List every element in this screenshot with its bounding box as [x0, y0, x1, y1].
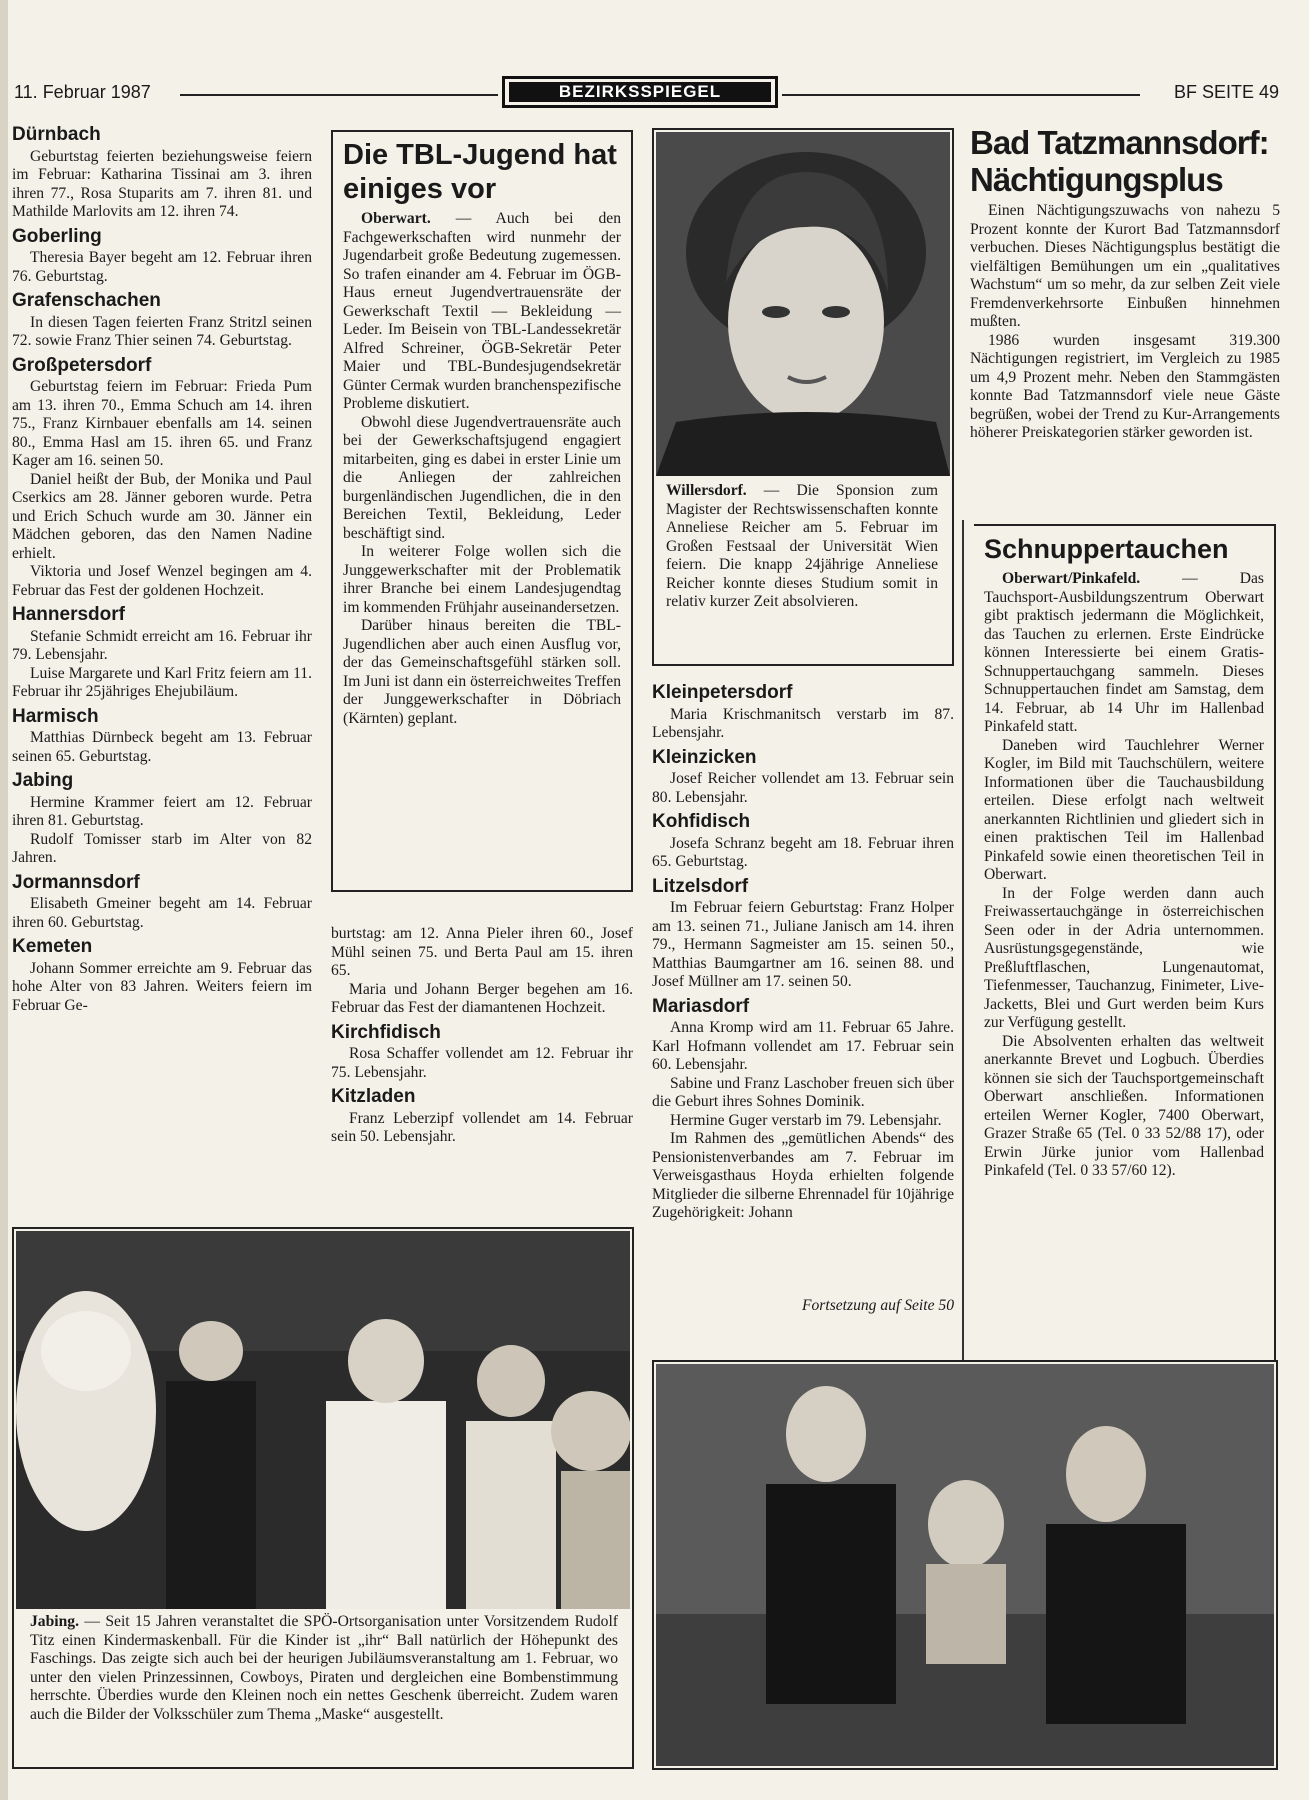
section-paragraph: Rudolf Tomisser starb im Alter von 82 Jahren.	[12, 830, 312, 866]
tbl-paragraph: In weiterer Folge wollen sich die Junggewerkschafter mit der Problematik ihrer Branche bei einem Landesjugendtag im kommenden Frühjahr auseinandersetzen.	[343, 543, 621, 616]
diving-photo-box	[652, 1360, 1278, 1770]
continued-note: Fortsetzung auf Seite 50	[801, 1297, 954, 1314]
section-heading-hannersdorf: Hannersdorf	[12, 604, 125, 625]
schnupper-body	[984, 737, 1264, 1181]
section-paragraph: Luise Margarete und Karl Fritz feiern am 11. Februar ihr 25jähriges Ehejubiläum.	[12, 664, 312, 700]
article-schnuppertauchen	[974, 524, 1276, 1360]
section-heading-kleinzicken: Kleinzicken	[652, 746, 757, 768]
schnupper-paragraph: Daneben wird Tauchlehrer Werner Kogler, im Bild mit Tauchschülern, weitere Informationen über die Tauchausbildung erteilen. Diese erfolgt nach weltweit anerkannten Richtlinien und gliedert sich in einen praktischen Teil im Hallenbad Pinkafeld sowie einen theoretischen Teil in Oberwart.	[984, 736, 1264, 883]
column-divider	[962, 520, 964, 1360]
section-paragraph: Theresia Bayer begeht am 12. Februar ihren 76. Geburtstag.	[12, 249, 312, 285]
continued-text: burtstag: am 12. Anna Pieler ihren 60., Josef Mühl seinen 75. und Berta Paul am 15. ihren 65.	[331, 925, 633, 979]
section-heading-grafenschachen: Grafenschachen	[12, 290, 161, 311]
portrait-dateline: Willersdorf.	[666, 482, 747, 499]
jabing-caption	[30, 1613, 618, 1724]
tbl-body	[343, 414, 621, 729]
section-heading-grosspetersdorf: Großpetersdorf	[12, 354, 152, 376]
section-heading-jabing: Jabing	[12, 770, 74, 791]
header-rule-left	[180, 94, 498, 96]
tatz-body	[970, 202, 1280, 443]
schnupper-lead: — Das Tauchsport-Ausbildungszentrum Oberwart gibt praktisch jedermann die Möglichkeit, das Tauchen zu erlernen. Erste Eindrücke können Interessierte bei einem Gratis-Schnuppertauchgang sammeln. Dieses Schnuppertauchen findet am Samstag, dem 14. Februar, ab 14 Uhr im Hallenbad Pinkafeld statt.	[984, 570, 1264, 735]
section-paragraph: Josefa Schranz begeht am 18. Februar ihren 65. Geburtstag.	[652, 834, 954, 870]
tbl-paragraph: Obwohl diese Jugendvertrauensräte auch bei der Gewerkschaftsjugend engagiert mitarbeiten, ging es dabei in erster Linie um die Anliegen der zahlreichen burgenländischen Jugendlichen, die in den Bereichen Textil, Bekleidung, Leder beschäftigt sind.	[343, 413, 621, 542]
section-paragraph: Rosa Schaffer vollendet am 12. Februar ihr 75. Lebensjahr.	[331, 1045, 633, 1081]
col2-sections	[331, 1021, 633, 1147]
section-heading-kemeten: Kemeten	[12, 936, 93, 957]
section-paragraph: In diesen Tagen feierten Franz Stritzl seinen 72. sowie Franz Thier seinen 74. Geburtstag.	[12, 313, 312, 349]
column-local-news-3	[652, 678, 954, 1223]
section-paragraph: Matthias Dürnbeck begeht am 13. Februar seinen 65. Geburtstag.	[12, 729, 312, 765]
section-paragraph: Viktoria und Josef Wenzel begingen am 4. Februar das Fest der goldenen Hochzeit.	[12, 563, 312, 599]
tatz-headline: Bad Tatzmannsdorf: Nächtigungsplus	[970, 124, 1269, 198]
issue-date: 11. Februar 1987	[14, 82, 151, 102]
tatz-paragraph: Einen Nächtigungszuwachs von nahezu 5 Prozent konnte der Kurort Bad Tatzmannsdorf verbuchen. Dieses Nächtigungsplus bestätigt die vielfältigen Bemühungen um ein „qualitatives Wachstum“ um so mehr, da zur selben Zeit viele Fremdenverkehrsorte Einbußen hinnehmen mußten.	[970, 202, 1280, 330]
jabing-photo-box	[12, 1227, 634, 1769]
section-paragraph: Im Februar feiern Geburtstag: Franz Holper am 13. seinen 71., Juliane Janisch am 14. ihren 79., Hermann Sagmeister am 15. seinen 50., Matthias Baumgartner am 16. seinen 88. und Josef Müllner am 17. seinen 50.	[652, 899, 954, 990]
section-title: BEZIRKSSPIEGEL	[509, 82, 771, 102]
section-paragraph: Anna Kromp wird am 11. Februar 65 Jahre. Karl Hofmann vollendet am 17. Februar sein 60. Lebensjahr.	[652, 1019, 954, 1073]
section-heading-harmisch: Harmisch	[12, 705, 99, 727]
portrait-photo	[656, 132, 950, 476]
continued-text-2: Maria und Johann Berger begehen am 16. Februar das Fest der diamantenen Hochzeit.	[331, 980, 633, 1016]
section-heading-mariasdorf: Mariasdorf	[652, 995, 750, 1017]
tbl-lead: — Auch bei den Fachgewerkschaften wird nunmehr der Jugendarbeit große Bedeutung zugemessen. So trafen einander am 4. Februar im ÖGB-Haus erneut Jugendvertrauensräte der Gewerkschaft Textil — Bekleidung — Leder. Im Beisein von TBL-Landessekretär Alfred Schreiner, ÖGB-Sekretär Peter Maier und TBL-Bundesjugendsekretär Günter Cermak wurden branchenspezifische Probleme diskutiert.	[343, 210, 621, 412]
section-heading-jormannsdorf: Jormannsdorf	[12, 871, 140, 893]
section-paragraph: Hermine Guger verstarb im 79. Lebensjahr.	[670, 1111, 942, 1129]
page-spine-shadow	[0, 0, 8, 1800]
article-bad-tatzmannsdorf	[970, 124, 1280, 443]
section-paragraph: Hermine Krammer feiert am 12. Februar ihren 81. Geburtstag.	[12, 793, 312, 829]
section-paragraph: Josef Reicher vollendet am 13. Februar sein 80. Lebensjahr.	[652, 770, 954, 806]
section-heading-kohfidisch: Kohfidisch	[652, 811, 751, 832]
tbl-paragraph: Darüber hinaus bereiten die TBL-Jugendlichen aber auch einen Ausflug vor, der das Gemeinschaftsgefühl stärken soll. Im Juni ist dann ein österreichweites Treffen der Junggewerkschafter in Döbriach (Kärnten) geplant.	[343, 617, 621, 727]
section-paragraph: Im Rahmen des „gemütlichen Abends“ des Pensionistenverbandes am 7. Februar im Verweisgasthaus Hoyda erhielten folgende Mitglieder die silberne Ehrennadel für 10jährige Zugehörigkeit: Johann	[652, 1130, 954, 1221]
woman-portrait-image	[656, 132, 950, 476]
section-paragraph: Elisabeth Gmeiner begeht am 14. Februar ihren 60. Geburtstag.	[12, 895, 312, 931]
tbl-dateline: Oberwart.	[361, 210, 431, 227]
section-heading-goberling: Goberling	[12, 225, 102, 247]
schnupper-headline: Schnuppertauchen	[984, 534, 1229, 564]
section-heading-kleinpetersdorf: Kleinpetersdorf	[652, 682, 793, 703]
jabing-dateline: Jabing.	[30, 1613, 79, 1630]
section-banner	[502, 76, 778, 108]
section-heading-durnbach: Dürnbach	[12, 124, 101, 145]
column-local-news-2	[331, 925, 633, 1147]
section-heading-kitzladen: Kitzladen	[331, 1086, 416, 1107]
diving-photo	[656, 1364, 1274, 1766]
section-paragraph: Franz Leberzipf vollendet am 14. Februar sein 50. Lebensjahr.	[331, 1109, 633, 1145]
schnupper-paragraph: Die Absolventen erhalten das weltweit anerkannte Brevet und Logbuch. Überdies können sie sich der Tauchsportgemeinschaft Oberwart anschließen. Informationen erteilen Werner Kogler, 7400 Oberwart, Grazer Straße 65 (Tel. 0 33 52/88 17), oder Erwin Jürke junior vom Hallenbad Pinkafeld (Tel. 0 33 57/60 12).	[984, 1032, 1264, 1179]
header-rule-right	[782, 94, 1140, 96]
tbl-headline: Die TBL-Jugend hat einiges vor	[343, 139, 617, 205]
section-paragraph: Maria Krischmanitsch verstarb im 87. Lebensjahr.	[652, 705, 954, 741]
section-paragraph: Sabine und Franz Laschober freuen sich über die Geburt ihres Sohnes Dominik.	[652, 1074, 954, 1110]
article-tbl-jugend	[331, 130, 633, 892]
portrait-caption-text: — Die Sponsion zum Magister der Rechtswissenschaften konnte Anneliese Reicher am 5. Februar im Großen Festsaal der Universität Wien feiern. Die knapp 24jährige Anneliese Reicher konnte dieses Studium somit in relativ kurzer Zeit absolvieren.	[666, 482, 938, 610]
section-heading-kirchfidisch: Kirchfidisch	[331, 1021, 441, 1043]
jabing-caption-text: — Seit 15 Jahren veranstaltet die SPÖ-Ortsorganisation unter Vorsitzendem Rudolf Titz einen Kindermaskenball. Für die Kinder ist „ihr“ Ball natürlich der Höhepunkt des Faschings. Das zeigte sich auch bei der heurigen Jubiläumsveranstaltung am 1. Februar, wo unter den vielen Prinzessinnen, Cowboys, Piraten und dergleichen eine Bombenstimmung herrschte. Überdies wurde den Kleinen noch ein nettes Geschenk überreicht. Zudem waren auch die Bilder der Volksschüler zum Thema „Maske“ ausgestellt.	[30, 1613, 618, 1723]
column-local-news-1	[12, 120, 312, 1015]
section-paragraph: Geburtstag feiern im Februar: Frieda Pum am 13. ihren 70., Emma Schuch am 14. ihren 75., Franz Kirnbauer ebenfalls am 14. seinen 80., Emma Hasl am 15. ihren 65. und Franz Kager am 16. seinen 50.	[12, 378, 312, 469]
children-masked-ball-image	[16, 1231, 630, 1609]
section-paragraph: Daniel heißt der Bub, der Monika und Paul Cserkics am 28. Jänner geboren wurde. Petra und Erich Schuch wurde am 30. Jänner ein Mädchen geboren, das den Namen Nadine erhielt.	[12, 470, 312, 562]
page-number: BF SEITE 49	[1173, 82, 1279, 102]
section-paragraph: Johann Sommer erreichte am 9. Februar das hohe Alter von 83 Jahren. Weiters feiern im Februar Ge-	[12, 959, 312, 1014]
schnupper-paragraph: In der Folge werden dann auch Freiwassertauchgänge in österreichischen Seen oder in der Adria unternommen. Ausrüstungsgegenstände, wie Preßluftflaschen, Lungenautomat, Tiefenmesser, Tauchanzug, Finimeter, Live-Jacketts, Blei und Gurt werden beim Kurs zur Verfügung gestellt.	[984, 884, 1264, 1031]
section-heading-litzelsdorf: Litzelsdorf	[652, 875, 749, 897]
section-paragraph: Geburtstag feierten beziehungsweise feiern im Februar: Katharina Tissinai am 3. ihren ihren 77., Rosa Stuparits am 7. ihren 81. und Mathilde Marlovits am 12. ihren 74.	[12, 147, 312, 220]
tatz-paragraph: 1986 wurden insgesamt 319.300 Nächtigungen registriert, im Vergleich zu 1985 um 4,9 Prozent mehr. Neben den Stammgästen konnte Bad Tatzmannsdorf viele neue Gäste begrüßen, wobei der Trend zu Kur-Arrangements höherer Preiskategorien stärker geworden ist.	[970, 331, 1280, 441]
jabing-photo	[16, 1231, 630, 1609]
divers-in-pool-image	[656, 1364, 1274, 1766]
portrait-box	[652, 128, 954, 666]
section-paragraph: Stefanie Schmidt erreicht am 16. Februar ihr 79. Lebensjahr.	[12, 627, 312, 663]
schnupper-dateline: Oberwart/Pinkafeld.	[1002, 570, 1141, 587]
portrait-caption	[666, 482, 938, 612]
